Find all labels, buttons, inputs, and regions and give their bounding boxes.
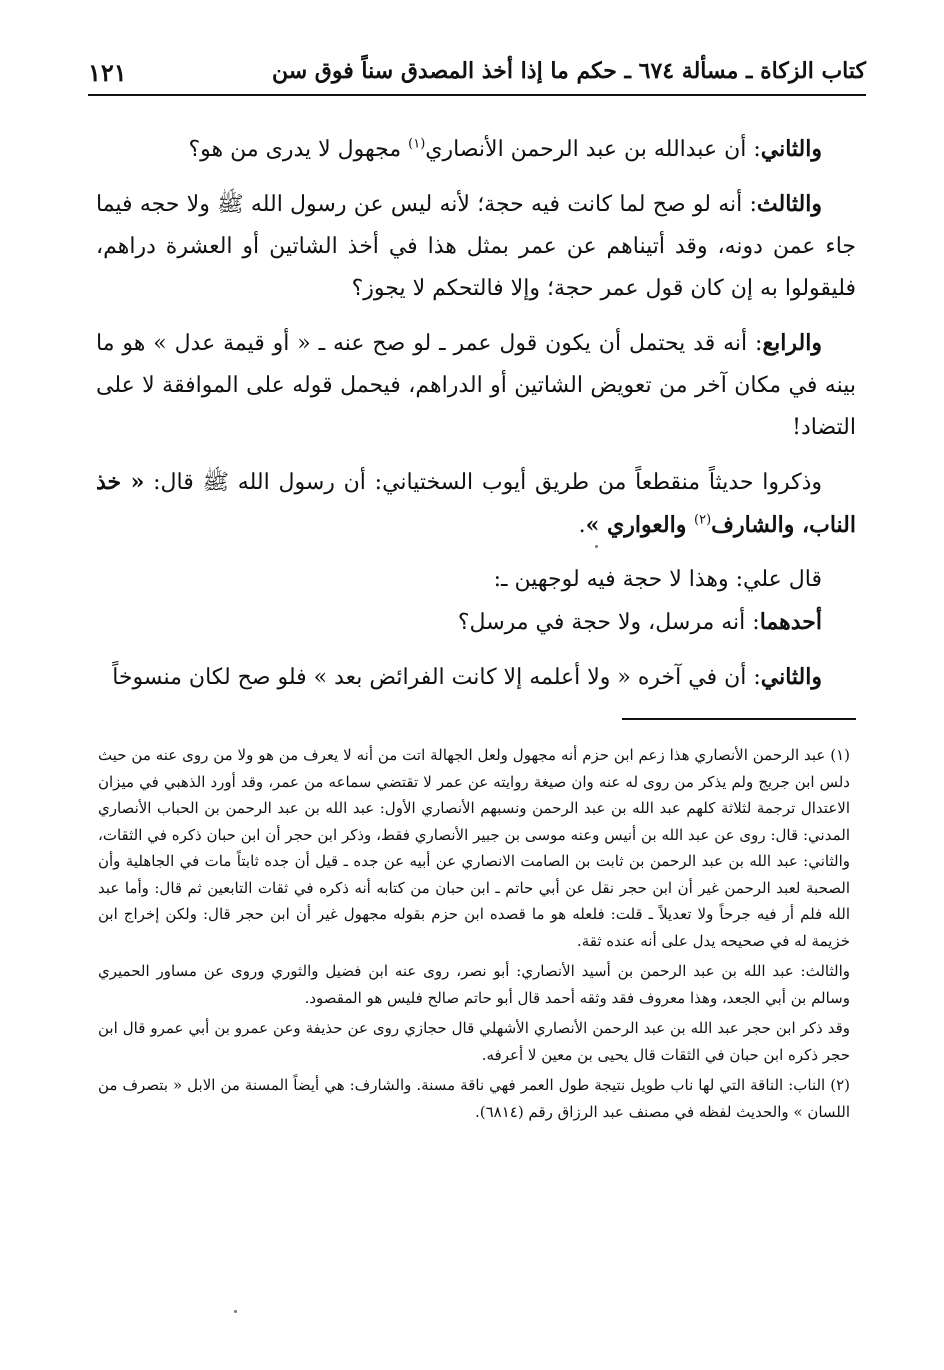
scan-speck	[234, 1310, 237, 1313]
paragraph-text: وذكروا حديثاً منقطعاً من طريق أيوب السختياني: أن رسول الله ﷺ قال:	[144, 470, 822, 495]
paragraph-lead: أحدهما	[759, 609, 822, 635]
header-rule	[88, 94, 866, 96]
footnote-2: (٢) الناب: الناقة التي لها ناب طويل نتيجة طول العمر فهي ناقة مسنة. والشارف: هي أيضاً المسنة من الابل « بتصرف من اللسان » والحديث لفظه في مصنف عبد الرزاق رقم (٦٨١٤).	[98, 1076, 850, 1121]
footnote-rule	[622, 718, 856, 720]
paragraph-text: : أن عبدالله بن عبد الرحمن الأنصاري	[425, 137, 761, 162]
paragraph-text: مجهول لا يدرى من هو؟	[188, 137, 409, 162]
paragraph-ali-comment	[96, 559, 856, 601]
footnote-1-third: والثالث: عبد الله بن عبد الرحمن بن أسيد الأنصاري: أبو نصر، روى عنه ابن فضيل والثوري وروى عن مساور الحميري وسالم بن أبي الجعد، وهذا معروف فقد وثقه أحمد قال أبو حاتم صالح فليس هو المقصود.	[98, 962, 850, 1007]
footnote-1-fourth: وقد ذكر ابن حجر عبد الله بن عبد الرحمن الأنصاري الأشهلي قال حجازي روى عن حذيفة وعن عمرو بن أبي عمرو قال ابن حجر ذكره ابن حبان في الثقات قال يحيى بن معين لا أعرفه.	[98, 1019, 850, 1064]
paragraph-fourth-objection	[96, 322, 856, 449]
main-text	[96, 128, 856, 711]
hadith-quote-end: والعواري »	[585, 512, 695, 538]
paragraph-hadith	[96, 461, 856, 547]
footnotes	[98, 742, 850, 1129]
page-header	[88, 52, 866, 96]
footnote-marker-2: (٢)	[694, 512, 712, 528]
paragraph-third-objection	[96, 183, 856, 310]
scan-speck	[595, 545, 598, 548]
footnote-1: (١) عبد الرحمن الأنصاري هذا زعم ابن حزم أنه مجهول ولعل الجهالة اتت من أنه لا يعرف من هو ولا من روى عنه من حيث دلس ابن جريج ولم يذكر من روى له عنه وان صيغة روايته عن عمر لا تقتضي سماعه من عمر، وقد أورد الذهبي في ميزان الاعتدال ترجمة لثلاثة كلهم عبد الله بن عبد الرحمن ونسبهم الأنصاري الأول: عبد الله بن عبد الرحمن بن الحباب الأنصاري المدني: قال: روى عن عبد الله بن أنيس وعنه موسى بن جبير الأنصاري فقط، وذكر ابن حجر أن ابن حبان ذكره في الثقات، والثاني: عبد الله بن عبد الرحمن بن ثابت بن الصامت الانصاري عن أبيه عن جده ـ قيل أن جده ثابتاً مات في الجاهلية وأن الصحبة لعبد الرحمن غير أن ابن حجر نقل عن أبي حاتم ـ ابن حبان من كتابه أنه ذكره في ثقات التابعين ثم قال: وأما عبد الله فلم أر فيه جرحاً ولا تعديلاً ـ قلت: فلعله هو ما قصده ابن حزم بقوله مجهول غير أن ابن حجر قال: ولكن إخراج ابن خزيمة له في صحيحه يدل على أنه عنده ثقة.	[98, 746, 850, 950]
paragraph-lead: والثاني	[760, 664, 822, 690]
paragraph-text: : أن في آخره « ولا أعلمه إلا كانت الفرائض بعد » فلو صح لكان منسوخاً	[112, 665, 761, 690]
paragraph-lead: والرابع	[762, 330, 822, 356]
page-number: ١٢١	[88, 58, 127, 87]
hadith-quote: « خذ الناب، والشارف	[96, 469, 856, 538]
paragraph-end: .	[578, 513, 586, 538]
paragraph-lead: والثالث	[756, 191, 822, 217]
paragraph-lead: والثاني	[760, 136, 822, 162]
paragraph-text: قال علي: وهذا لا حجة فيه لوجهين ـ:	[493, 567, 822, 592]
paragraph-text: : أنه قد يحتمل أن يكون قول عمر ـ لو صح عنه ـ « أو قيمة عدل » هو ما بينه في مكان آخر من تعويض الشاتين أو الدراهم، فيحمل قوله على الموافقة لا على التضاد!	[96, 331, 856, 440]
paragraph-second-reason	[96, 656, 856, 699]
paragraph-text: : أنه مرسل، ولا حجة في مرسل؟	[457, 610, 760, 635]
paragraph-text: : أنه لو صح لما كانت فيه حجة؛ لأنه ليس عن رسول الله ﷺ ولا حجه فيما جاء عمن دونه، وقد أتيناهم عن عمر بمثل هذا في أخذ الشاتين أو العشرة دراهم، فليقولوا به إن كان قول عمر حجة؛ وإلا فالتحكم لا يجوز؟	[96, 192, 856, 301]
paragraph-first-reason	[96, 601, 856, 644]
paragraph-second-objection	[96, 128, 856, 171]
footnote-marker-1: (١)	[408, 136, 426, 152]
running-title: كتاب الزكاة ـ مسألة ٦٧٤ ـ حكم ما إذا أخذ المصدق سناً فوق سن	[271, 58, 866, 84]
